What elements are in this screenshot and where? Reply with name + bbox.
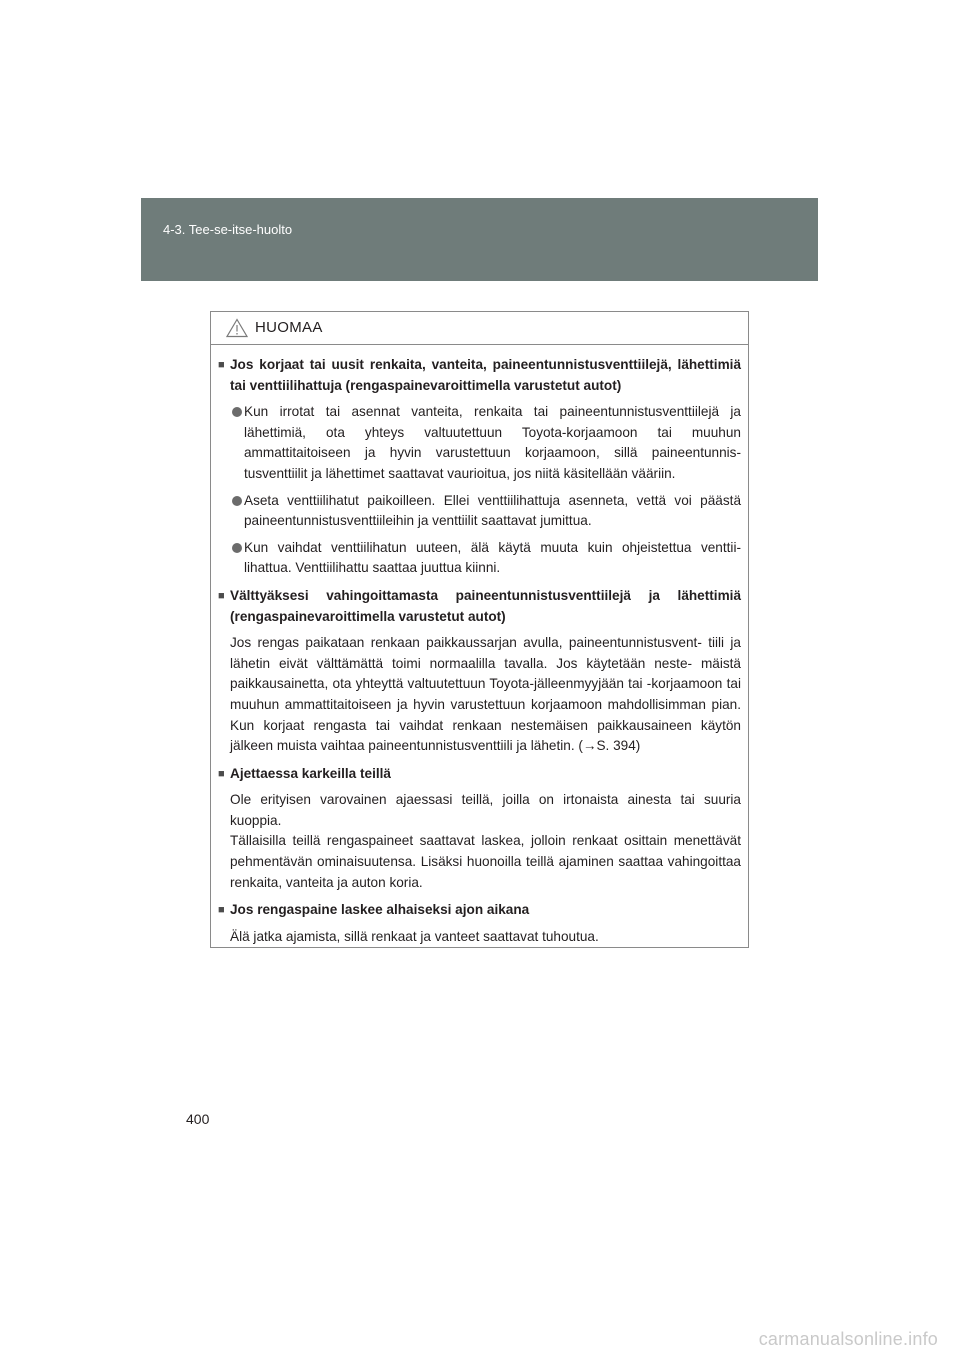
caution-title: HUOMAA xyxy=(255,319,323,336)
warning-triangle-icon xyxy=(226,318,248,338)
square-bullet-icon: ■ xyxy=(218,589,225,602)
section-heading: ■ Jos rengaspaine laskee alhaiseksi ajon aikana xyxy=(218,900,741,921)
round-bullet-icon xyxy=(232,543,242,553)
bullet-item: Kun irrotat tai asennat vanteita, renkaita tai paineentunnistusventtiilejä ja lähettimiä, ota yhteys valtuutettuun Toyota-korjaamoon tai muuhun ammattitaitoiseen ja hyvin varustettuun korjaamoon, sillä paineentunnis- tusventtiilit ja lähettimet saattavat vaurioitua, jos niitä käsitellään vääriin. xyxy=(218,402,741,484)
section-paragraph: Jos rengas paikataan renkaan paikkaussarjan avulla, paineentunnistusvent- tiili ja lähetin eivät välttämättä toimi normaalilla tavalla. Jos käytetään neste- mäistä paikkausainetta, ota yhteyttä valtuutettuun Toyota-jälleenmyyjään tai -korjaamoon tai muuhun ammattitaitoiseen ja hyvin varustettuun korjaamoon mahdollisimman pian. Kun korjaat rengasta tai vaihdat renkaan nestemäisen paikkausaineen käytön jälkeen muista vaihtaa paineentunnistusventtiili ja lähetin. (→S. 394) xyxy=(230,635,741,754)
section-paragraph: Älä jatka ajamista, sillä renkaat ja vanteet saattavat tuhoutua. xyxy=(230,928,599,944)
section-paragraph: Ole erityisen varovainen ajaessasi teillä, joilla on irtonaista ainesta tai suuria kuoppia. xyxy=(230,792,741,828)
square-bullet-icon: ■ xyxy=(218,359,225,371)
caution-title-row xyxy=(211,312,748,345)
section-heading: ■ Ajettaessa karkeilla teillä xyxy=(218,764,741,785)
caution-box xyxy=(210,311,749,948)
square-bullet-icon: ■ xyxy=(218,904,225,917)
caution-content xyxy=(211,345,748,947)
watermark: carmanualsonline.info xyxy=(758,1329,938,1349)
bullet-item: Kun vaihdat venttiilihatun uuteen, älä käytä muuta kuin ohjeistettua venttii- lihattua. Venttiilihattu saattaa juuttua kiinni. xyxy=(218,538,741,579)
section-heading: ■ Jos korjaat tai uusit renkaita, vanteita, paineentunnistusventtiilejä, lähettimiä tai venttiilihattuja (rengaspainevaroittimella varustetut autot) xyxy=(218,355,741,396)
section-paragraph: Tällaisilla teillä rengaspaineet saattavat laskea, jolloin renkaat osittain menettävät pehmentävän ominaisuutensa. Lisäksi huonoilla teillä ajaminen saattaa vahingoittaa renkaita, vanteita ja auton koria. xyxy=(230,833,741,890)
round-bullet-icon xyxy=(232,496,242,506)
bullet-item: Aseta venttiilihatut paikoilleen. Ellei venttiilihattuja asenneta, vettä voi päästä paineentunnistusventtiileihin ja venttiilit saattavat jumittua. xyxy=(218,491,741,532)
square-bullet-icon: ■ xyxy=(218,767,225,780)
section-header-band xyxy=(141,198,818,281)
section-heading: ■ Välttyäksesi vahingoittamasta paineentunnistusventtiilejä ja lähettimiä (rengaspainevaroittimella varustetut autot) xyxy=(218,586,741,627)
page-number: 400 xyxy=(186,1111,210,1127)
section-label: 4-3. Tee-se-itse-huolto xyxy=(163,222,293,237)
round-bullet-icon xyxy=(232,407,242,417)
